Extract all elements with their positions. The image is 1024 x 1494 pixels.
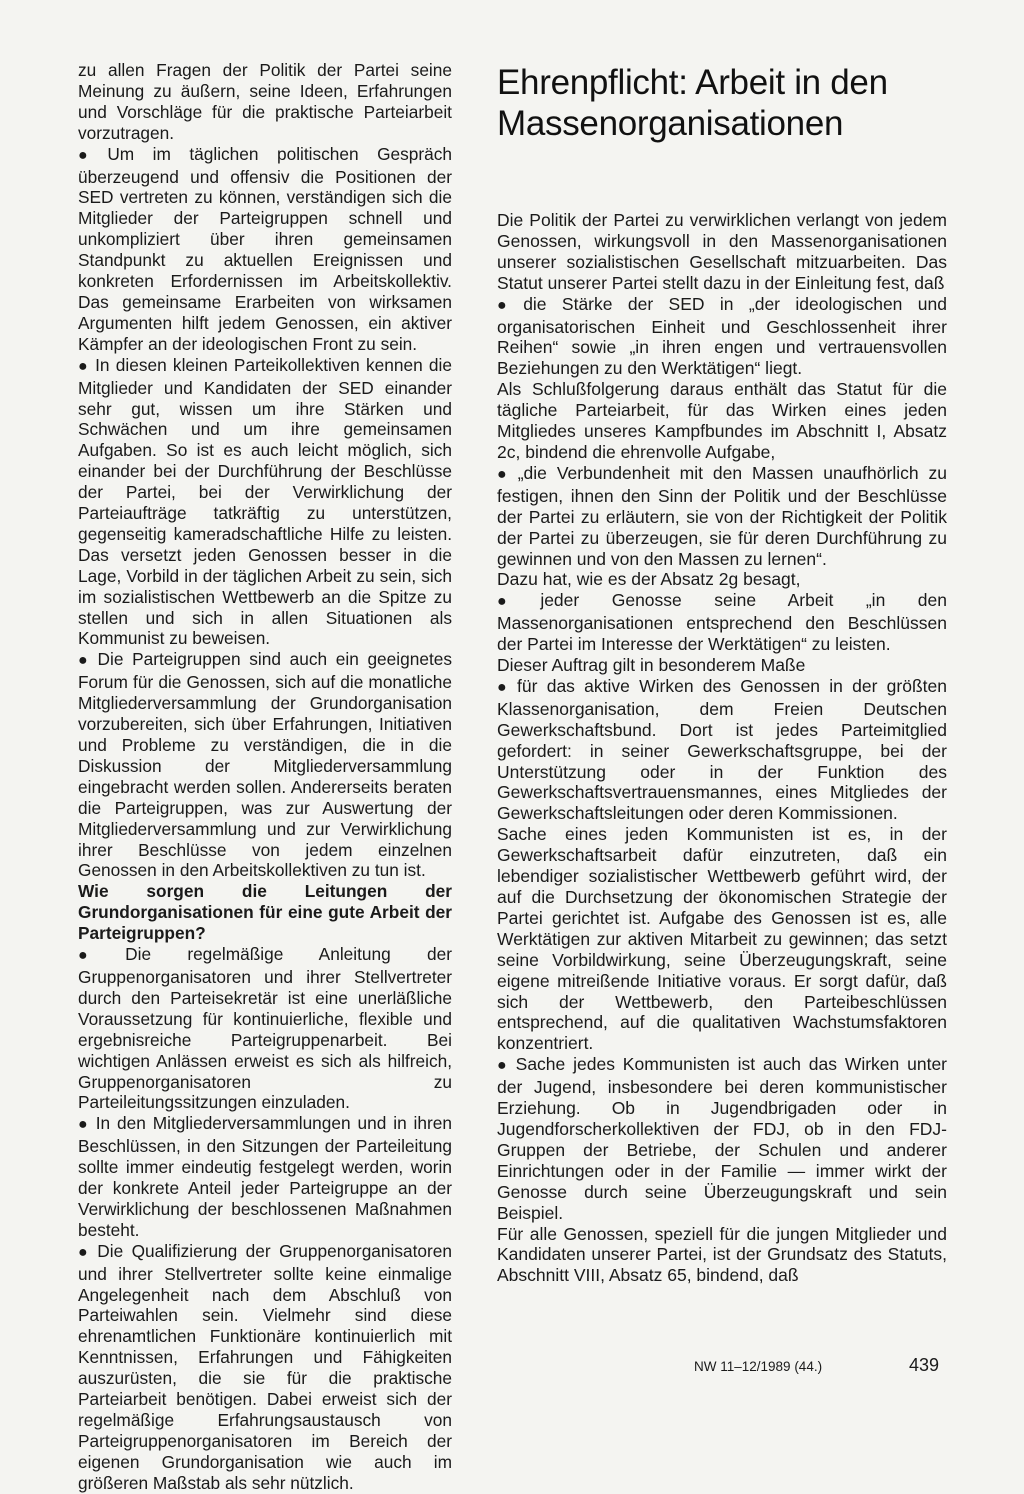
bullet-icon: ● [497, 1057, 510, 1075]
left-column [78, 60, 452, 1494]
paragraph [497, 1224, 947, 1287]
paragraph [497, 824, 947, 1054]
bullet-icon: ● [497, 593, 535, 611]
right-column-body [497, 210, 947, 1286]
paragraph-text: In diesen kleinen Parteikollektiven kennen die Mitglieder und Kandidaten der SED einander sehr gut, wissen um ihre Stärken und Schwächen und um ihre gemeinsamen Aufgaben. So ist es auch leicht möglich, sich einander bei der Durchführung der Beschlüsse der Partei, bei der Verwirklichung der Parteiaufträge tatkräftig zu unterstützen, gegenseitig kameradschaftliche Hilfe zu leisten. Das versetzt jeden Genossen besser in die Lage, Vorbild in der täglichen Arbeit zu sein, sich im sozialistischen Wettbewerb an die Spitze zu stellen und sich in allen Situationen als Kommunist zu beweisen. [78, 354, 452, 649]
article-title-line-2: Massenorganisationen [497, 104, 844, 143]
paragraph-text: Sache eines jeden Kommunisten ist es, in der Gewerkschaftsarbeit dafür einzutreten, daß ein lebendiger sozialistischer Wettbewerb geführt wird, der auf die Durchsetzung der ökonomischen Strategie der Partei gerichtet ist. Aufgabe des Genossen ist es, alle Werktätigen zur aktiven Mitarbeit zu gewinnen; das setzt seine Vorbildwirkung, seine Überzeugungskraft, seine eigene mitreißende Initiative voraus. Er sorgt dafür, daß sich der Wettbewerb, den Parteibeschlüssen entsprechend, auf die qualitativen Wachstumsfaktoren konzentriert. [497, 824, 947, 1054]
paragraph [497, 590, 947, 655]
paragraph-text: Dazu hat, wie es der Absatz 2g besagt, [497, 569, 801, 590]
paragraph-text: In den Mitgliederversammlungen und in ihren Beschlüssen, in den Sitzungen der Parteileitung sollte immer eindeutig festgelegt werden, worin der konkrete Anteil jeder Parteigruppe an der Verwirklichung der beschlossenen Maßnahmen besteht. [78, 1113, 452, 1240]
paragraph-text: Wie sorgen die Leitungen der Grundorganisationen für eine gute Arbeit der Parteigruppen? [78, 881, 452, 944]
paragraph-text: „die Verbundenheit mit den Massen unaufhörlich zu festigen, ihnen den Sinn der Politik und der Beschlüsse der Partei zu erläutern, sie von der Richtigkeit der Politik der Partei zu überzeugen, sie für deren Durchführung zu gewinnen und von den Massen zu lernen“. [497, 462, 947, 569]
paragraph [497, 569, 947, 590]
paragraph [78, 355, 452, 650]
paragraph-text: Als Schlußfolgerung daraus enthält das Statut für die tägliche Parteiarbeit, für das Wirken eines jeden Mitgliedes unseres Kampfbundes im Abschnitt I, Absatz 2c, bindend die ehrenvolle Aufgabe, [497, 379, 947, 462]
paragraph-text: jeder Genosse seine Arbeit „in den Massenorganisationen entsprechend den Beschlüssen der Partei im Interesse der Werktätigen“ zu leisten. [497, 590, 948, 655]
bullet-icon: ● [78, 357, 90, 375]
bullet-icon: ● [497, 678, 512, 696]
paragraph [497, 379, 947, 463]
paragraph-text: Um im täglichen politischen Gespräch überzeugend und offensiv die Positionen der SED vertreten zu können, verständigen sich die Mitglieder der Parteigruppen schnell und unkompliziert über ihren gemeinsamen Standpunkt zu aktuellen Ereignissen und konkreten Erfordernissen im Arbeitskollektiv. Das gemeinsame Erarbeiten von wirksamen Argumenten hilft jedem Genossen, ein aktiver Kämpfer an der ideologischen Front zu sein. [78, 143, 452, 354]
paragraph [497, 294, 947, 380]
paragraph-text: Die Parteigruppen sind auch ein geeignetes Forum für die Genossen, sich auf die monatliche Mitgliederversammlung der Grundorganisation vorzubereiten, sich über Erfahrungen, Initiativen und Probleme zu verständigen, die in die Diskussion der Mitgliederversammlung eingebracht werden sollen. Andererseits beraten die Parteigruppen, was zur Auswertung der Mitgliederversammlung und zur Verwirklichung ihrer Beschlüsse von jedem einzelnen Genossen in den Arbeitskollektiven zu tun ist. [78, 649, 453, 881]
paragraph [497, 655, 947, 676]
paragraph [78, 649, 452, 881]
paragraph [78, 1241, 452, 1494]
paragraph-text: die Stärke der SED in „der ideologischen und organisatorischen Einheit und Geschlossenheit ihrer Reihen“ sowie „in ihren engen und vertrauensvollen Beziehungen zu den Werktätigen“ liegt. [497, 293, 947, 379]
paragraph [78, 60, 452, 144]
bullet-icon: ● [497, 296, 518, 314]
paragraph-text: Sache jedes Kommunisten ist auch das Wirken unter der Jugend, insbesondere bei deren kommunistischer Erziehung. Ob in Jugendbrigaden oder in Jugendforscherkollektiven der FDJ, ob in den FDJ-Gruppen der Betriebe, der Schulen und anderer Einrichtungen oder in der Familie — immer wirkt der Genosse durch seine Überzeugungskraft und sein Beispiel. [497, 1054, 948, 1223]
right-column [497, 60, 947, 1286]
bullet-icon: ● [78, 652, 92, 670]
bullet-icon: ● [78, 1116, 90, 1134]
bullet-icon: ● [78, 1243, 92, 1261]
article-title-line-1: Ehrenpflicht: Arbeit in den [497, 63, 888, 102]
paragraph-text: Die Qualifizierung der Gruppenorganisatoren und ihrer Stellvertreter sollte keine einmalige Angelegenheit nach dem Abschluß von Parteiwahlen sein. Vielmehr sind diese ehrenamtlichen Funktionäre kontinuierlich mit Kenntnissen, Erfahrungen und Fähigkeiten auszurüsten, die sie für die praktische Parteiarbeit benötigen. Dabei erweist sich der regelmäßige Erfahrungsaustausch von Parteigruppenorganisatoren im Bereich der eigenen Grundorganisation wie auch im größeren Maßstab als sehr nützlich. [78, 1240, 453, 1493]
paragraph-text: Die regelmäßige Anleitung der Gruppenorganisatoren und ihrer Stellvertreter durch den Parteisekretär ist eine unerläßliche Voraussetzung für kontinuierliche, flexible und ergebnisreiche Parteigruppenarbeit. Bei wichtigen Anlässen erweist es sich als hilfreich, Gruppenorganisatoren zu Parteileitungssitzungen einzuladen. [78, 944, 452, 1113]
bullet-icon: ● [78, 947, 120, 965]
paragraph [78, 944, 452, 1113]
paragraph [497, 463, 947, 570]
paragraph-text: zu allen Fragen der Politik der Partei seine Meinung zu äußern, seine Ideen, Erfahrungen und Vorschläge für die praktische Parteiarbeit vorzutragen. [78, 60, 452, 143]
paragraph-text: Dieser Auftrag gilt in besonderem Maße [497, 655, 806, 676]
paragraph-text: für das aktive Wirken des Genossen in der größten Klassenorganisation, dem Freien Deutschen Gewerkschaftsbund. Dort ist jedes Parteimitglied gefordert: in seiner Gewerkschaftsgruppe, bei der Unterstützung oder in der Funktion des Gewerkschaftsvertrauensmannes, eines Mitgliedes der Gewerkschaftsleitungen oder deren Kommissionen. [497, 675, 947, 824]
article-title [497, 62, 947, 144]
paragraph [497, 1054, 947, 1223]
paragraph [78, 1113, 452, 1240]
section-heading [78, 881, 452, 944]
paragraph [497, 676, 947, 824]
page-number: 439 [909, 1355, 940, 1375]
paragraph-text: Für alle Genossen, speziell für die jungen Mitglieder und Kandidaten unserer Partei, ist der Grundsatz des Statuts, Abschnitt VIII, Absatz 65, bindend, daß [497, 1223, 947, 1286]
paragraph [78, 144, 452, 355]
paragraph-text: Die Politik der Partei zu verwirklichen verlangt von jedem Genossen, wirkungsvoll in den Massenorganisationen unserer sozialistischen Gesellschaft mitzuarbeiten. Das Statut unserer Partei stellt dazu in der Einleitung fest, daß [497, 210, 947, 293]
footer-citation: NW 11–12/1989 (44.) [694, 1359, 823, 1374]
bullet-icon: ● [78, 146, 102, 164]
paragraph [497, 210, 947, 294]
bullet-icon: ● [497, 465, 512, 483]
